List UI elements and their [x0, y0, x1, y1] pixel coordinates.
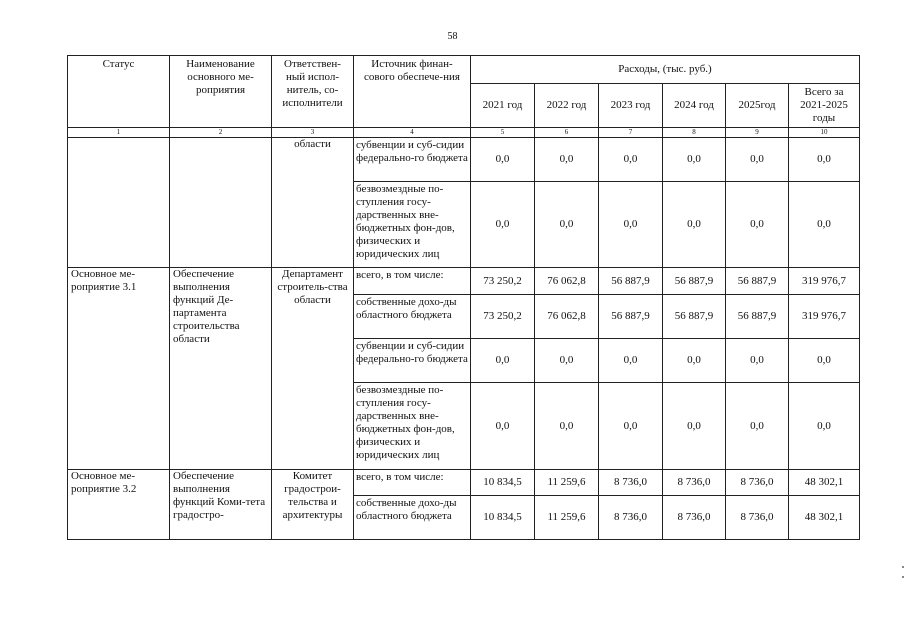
value-cell: 10 834,5 [471, 496, 535, 540]
column-number: 5 [471, 128, 535, 138]
value-cell: 8 736,0 [599, 496, 663, 540]
value-cell: 0,0 [599, 138, 663, 182]
header-expenses: Расходы, (тыс. руб.) [471, 56, 860, 84]
column-numbers-row [68, 128, 860, 138]
header-year: 2021 год [471, 84, 535, 128]
total-cell: 48 302,1 [789, 470, 860, 496]
value-cell: 8 736,0 [726, 496, 789, 540]
responsible-cell: области [272, 138, 354, 268]
header-total: Всего за 2021-2025 годы [789, 84, 860, 128]
value-cell: 56 887,9 [726, 295, 789, 339]
table-row [68, 268, 860, 295]
value-cell: 0,0 [663, 138, 726, 182]
table-row [68, 138, 860, 182]
name-cell [170, 138, 272, 268]
value-cell: 0,0 [471, 339, 535, 383]
value-cell: 0,0 [599, 339, 663, 383]
total-cell: 0,0 [789, 339, 860, 383]
value-cell: 56 887,9 [599, 268, 663, 295]
value-cell: 76 062,8 [535, 268, 599, 295]
value-cell: 56 887,9 [663, 295, 726, 339]
value-cell: 0,0 [599, 383, 663, 470]
column-number: 9 [726, 128, 789, 138]
value-cell: 0,0 [663, 339, 726, 383]
value-cell: 0,0 [663, 383, 726, 470]
page-number: 58 [447, 31, 458, 42]
value-cell: 0,0 [726, 182, 789, 268]
value-cell: 11 259,6 [535, 470, 599, 496]
total-cell: 0,0 [789, 138, 860, 182]
header-year: 2025год [726, 84, 789, 128]
column-number: 7 [599, 128, 663, 138]
responsible-cell: Департамент строитель-ства области [272, 268, 354, 470]
value-cell: 0,0 [599, 182, 663, 268]
source-cell: безвозмездные по-ступления госу-дарственных вне-бюджетных фон-дов, физических и юридических лиц [354, 383, 471, 470]
header-name: Наименование основного ме-роприятия [170, 56, 272, 128]
value-cell: 0,0 [535, 339, 599, 383]
value-cell: 11 259,6 [535, 496, 599, 540]
budget-table [67, 55, 860, 540]
header-year: 2022 год [535, 84, 599, 128]
header-responsible: Ответствен-ный испол-нитель, со-исполнители [272, 56, 354, 128]
column-number: 2 [170, 128, 272, 138]
value-cell: 8 736,0 [726, 470, 789, 496]
column-number: 3 [272, 128, 354, 138]
value-cell: 56 887,9 [663, 268, 726, 295]
header-year: 2024 год [663, 84, 726, 128]
value-cell: 0,0 [471, 182, 535, 268]
source-cell: всего, в том числе: [354, 268, 471, 295]
scan-mark [902, 576, 904, 578]
column-number: 8 [663, 128, 726, 138]
value-cell: 73 250,2 [471, 268, 535, 295]
source-cell: собственные дохо-ды областного бюджета [354, 295, 471, 339]
source-cell: субвенции и суб-сидии федерально-го бюджета [354, 138, 471, 182]
column-number: 1 [68, 128, 170, 138]
status-cell [68, 138, 170, 268]
value-cell: 0,0 [663, 182, 726, 268]
status-cell: Основное ме-роприятие 3.1 [68, 268, 170, 470]
source-cell: всего, в том числе: [354, 470, 471, 496]
table-row [68, 470, 860, 496]
responsible-cell: Комитет градострои-тельства и архитектуры [272, 470, 354, 540]
value-cell: 0,0 [726, 339, 789, 383]
header-row [68, 56, 860, 84]
value-cell: 8 736,0 [599, 470, 663, 496]
value-cell: 0,0 [535, 182, 599, 268]
value-cell: 8 736,0 [663, 470, 726, 496]
value-cell: 56 887,9 [599, 295, 663, 339]
total-cell: 319 976,7 [789, 268, 860, 295]
value-cell: 8 736,0 [663, 496, 726, 540]
value-cell: 73 250,2 [471, 295, 535, 339]
value-cell: 0,0 [471, 138, 535, 182]
value-cell: 10 834,5 [471, 470, 535, 496]
header-year: 2023 год [599, 84, 663, 128]
value-cell: 56 887,9 [726, 268, 789, 295]
column-number: 4 [354, 128, 471, 138]
total-cell: 319 976,7 [789, 295, 860, 339]
value-cell: 0,0 [726, 138, 789, 182]
total-cell: 0,0 [789, 182, 860, 268]
value-cell: 0,0 [726, 383, 789, 470]
name-cell: Обеспечение выполнения функций Коми-тета градостро- [170, 470, 272, 540]
header-source: Источник финан-сового обеспече-ния [354, 56, 471, 128]
value-cell: 0,0 [471, 383, 535, 470]
value-cell: 0,0 [535, 383, 599, 470]
column-number: 10 [789, 128, 860, 138]
value-cell: 76 062,8 [535, 295, 599, 339]
scan-mark [902, 566, 904, 568]
source-cell: собственные дохо-ды областного бюджета [354, 496, 471, 540]
source-cell: субвенции и суб-сидии федерально-го бюджета [354, 339, 471, 383]
total-cell: 0,0 [789, 383, 860, 470]
column-number: 6 [535, 128, 599, 138]
status-cell: Основное ме-роприятие 3.2 [68, 470, 170, 540]
header-status: Статус [68, 56, 170, 128]
value-cell: 0,0 [535, 138, 599, 182]
source-cell: безвозмездные по-ступления госу-дарственных вне-бюджетных фон-дов, физических и юридических лиц [354, 182, 471, 268]
total-cell: 48 302,1 [789, 496, 860, 540]
name-cell: Обеспечение выполнения функций Де-партамента строительства области [170, 268, 272, 470]
